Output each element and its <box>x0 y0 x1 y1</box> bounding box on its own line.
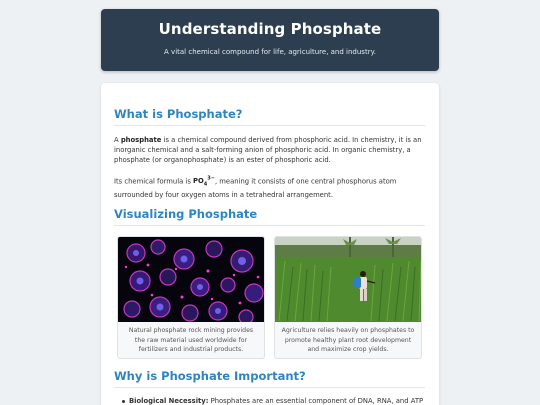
formula-paragraph <box>114 174 426 200</box>
formula-superscript: 3− <box>207 176 215 182</box>
figure-card-cells <box>117 236 265 359</box>
intro-paragraph <box>114 135 426 165</box>
list-item-text: Phosphates are an essential component of DNA, RNA, and ATP <box>208 397 424 405</box>
figure-caption: Agriculture relies heavily on phosphates to promote healthy plant root development and maximize crop yields. <box>281 327 415 353</box>
section-divider <box>114 125 425 126</box>
list-item-title: Biological Necessity: <box>129 397 209 405</box>
formula-base: PO <box>193 177 204 186</box>
content-card <box>101 83 439 405</box>
figure-card-agriculture <box>274 236 422 359</box>
section-divider <box>114 387 425 388</box>
cell-microscopy-image <box>118 237 265 322</box>
chemical-formula <box>193 176 215 188</box>
page-header <box>101 9 439 71</box>
formula-subscript: 4 <box>203 181 208 188</box>
figure-caption: Natural phosphate rock mining provides the raw material used worldwide for fertilizers and industrial products. <box>128 327 254 353</box>
section-heading-visualizing: Visualizing Phosphate <box>114 207 258 221</box>
farmer-spraying-field-image <box>275 237 422 322</box>
page-title: Understanding Phosphate <box>158 20 382 38</box>
intro-text: is a chemical compound derived from phosphoric acid. In chemistry, it is an inorganic chemical and a salt-forming anion of phosphoric acid. In organic chemistry, a phosphate (or organophosphate) is an ester of phosphoric acid. <box>114 136 422 164</box>
formula-text: , meaning it consists of one central phosphorus atom surrounded by four oxygen atoms in a tetrahedral arrangement. <box>114 177 397 199</box>
section-heading-what: What is Phosphate? <box>114 107 243 121</box>
list-item <box>122 396 428 405</box>
formula-prefix: Its chemical formula is <box>114 177 194 186</box>
page-subtitle: A vital chemical compound for life, agriculture, and industry. <box>164 48 376 56</box>
section-divider <box>114 225 425 226</box>
intro-prefix: A <box>114 136 121 144</box>
intro-bold-term: phosphate <box>120 136 162 144</box>
section-heading-importance: Why is Phosphate Important? <box>114 369 306 383</box>
importance-list <box>122 396 428 405</box>
